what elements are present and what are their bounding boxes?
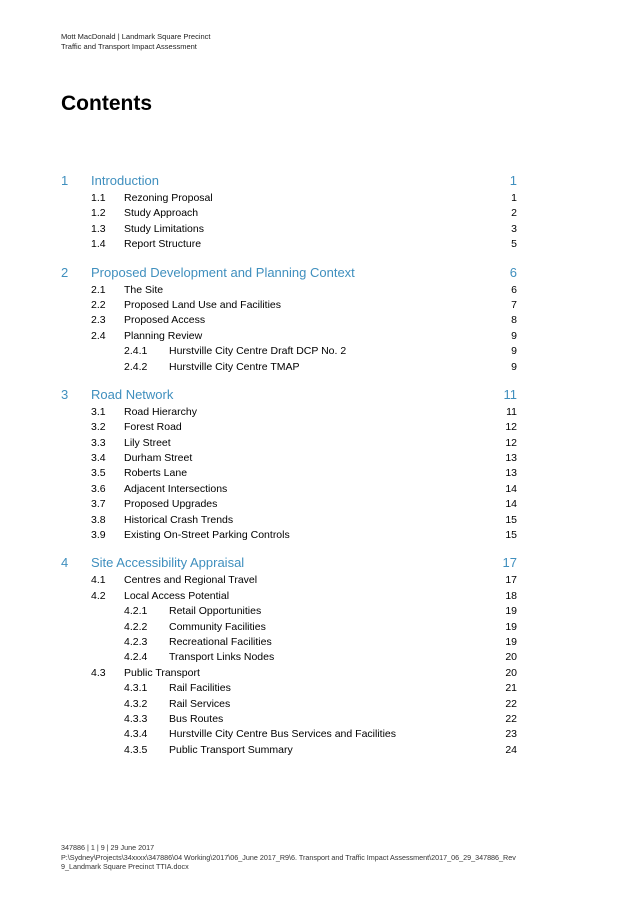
chapter-page: 11 [503,386,517,402]
section-page: 13 [505,467,517,480]
toc-section-entry[interactable] [61,405,517,420]
section-page: 23 [505,728,517,741]
section-page: 14 [505,482,517,495]
section-title: Rail Facilities [169,682,231,695]
toc-section-entry[interactable] [61,497,517,512]
toc-section-entry[interactable] [61,573,517,588]
section-number: 4.2.4 [124,651,148,664]
toc-section-entry[interactable] [61,298,517,313]
section-title: Road Hierarchy [124,405,197,418]
toc-section-entry[interactable] [61,237,517,252]
section-number: 3.9 [91,529,106,542]
toc-subsection-entry[interactable] [61,697,517,712]
footer-line-1: 347886 | 1 | 9 | 29 June 2017 [61,843,155,852]
section-number: 2.3 [91,314,106,327]
section-page: 24 [505,743,517,756]
toc-subsection-entry[interactable] [61,650,517,665]
toc-chapter-entry[interactable] [61,171,517,191]
section-title: Lily Street [124,436,171,449]
section-page: 18 [505,589,517,602]
section-page: 19 [505,635,517,648]
running-footer [61,843,541,872]
section-page: 8 [511,314,517,327]
chapter-page: 1 [509,173,517,188]
section-page: 14 [505,498,517,511]
header-line-2: Traffic and Transport Impact Assessment [61,42,197,51]
toc-subsection-entry[interactable] [61,681,517,696]
toc-section-entry[interactable] [61,283,517,298]
section-number: 2.4.1 [124,345,148,358]
section-number: 4.3.1 [124,682,148,695]
chapter-page: 17 [502,555,517,571]
chapter-title: Road Network [91,386,174,402]
toc-section-entry[interactable] [61,528,517,543]
section-number: 3.7 [91,498,106,511]
section-title: Bus Routes [169,712,224,725]
section-number: 2.2 [91,298,106,311]
section-number: 4.2 [91,589,106,602]
section-page: 22 [505,712,517,725]
chapter-page: 6 [509,264,517,280]
section-number: 4.3.3 [124,712,148,725]
section-title: Public Transport Summary [169,743,293,756]
section-title: Hurstville City Centre TMAP [169,360,300,373]
toc-subsection-entry[interactable] [61,620,517,635]
header-line-1: Mott MacDonald | Landmark Square Precinct [61,32,211,41]
section-title: Existing On-Street Parking Controls [124,529,290,542]
section-page: 20 [505,666,517,679]
section-title: Retail Opportunities [169,605,262,618]
toc-chapter-entry[interactable] [61,385,517,405]
section-page: 9 [511,345,517,358]
section-page: 19 [505,620,517,633]
section-title: Centres and Regional Travel [124,574,258,587]
section-number: 4.2.1 [124,605,148,618]
section-number: 3.1 [91,405,106,418]
chapter-number: 1 [61,173,69,188]
section-title: Study Approach [124,207,199,220]
section-page: 2 [511,207,517,220]
chapter-number: 3 [61,386,69,402]
section-page: 9 [511,360,517,373]
section-title: Proposed Land Use and Facilities [124,298,282,311]
section-number: 2.4 [91,329,106,342]
section-title: Report Structure [124,238,202,251]
section-page: 19 [505,605,517,618]
section-title: Historical Crash Trends [124,513,234,526]
toc-chapter-entry[interactable] [61,553,517,573]
toc-section-entry[interactable] [61,513,517,528]
section-page: 12 [505,421,517,434]
section-title: Hurstville City Centre Draft DCP No. 2 [169,345,347,358]
section-number: 3.3 [91,436,106,449]
toc-subsection-entry[interactable] [61,712,517,727]
toc-section-entry[interactable] [61,191,517,206]
section-number: 3.5 [91,467,106,480]
section-page: 13 [505,452,517,465]
section-number: 2.1 [91,283,106,296]
section-page: 5 [511,238,517,251]
section-number: 3.4 [91,452,106,465]
toc-section-entry[interactable] [61,466,517,481]
section-title: Recreational Facilities [169,635,272,648]
section-title: Planning Review [124,329,203,342]
toc-section-entry[interactable] [61,313,517,328]
section-title: Proposed Upgrades [124,498,218,511]
chapter-title: Introduction [91,173,159,188]
section-title: Community Facilities [169,620,266,633]
section-number: 4.2.3 [124,635,148,648]
section-number: 1.3 [91,222,106,235]
running-header [61,32,211,52]
section-number: 4.3.2 [124,697,148,710]
section-title: Transport Links Nodes [169,651,275,664]
footer-file-path: P:\Sydney\Projects\34xxxx\347886\04 Working\2017\06_June 2017_R9\6. Transport and Traffic Impact Assessment\2017_06_29_347886_Rev 9_Landmark Square Precinct TTIA.docx [61,852,516,871]
toc-subsection-entry[interactable] [61,604,517,619]
section-title: Rail Services [169,697,231,710]
section-page: 15 [505,513,517,526]
toc-subsection-entry[interactable] [61,727,517,742]
toc-section-entry[interactable] [61,222,517,237]
section-page: 1 [511,192,517,204]
section-title: Forest Road [124,421,182,434]
toc-subsection-entry[interactable] [61,344,517,359]
section-page: 12 [505,436,517,449]
section-title: Hurstville City Centre Bus Services and Facilities [169,728,396,741]
section-number: 3.6 [91,482,106,495]
section-number: 4.3.4 [124,728,148,741]
toc-section-entry[interactable] [61,589,517,604]
section-number: 4.3 [91,666,106,679]
section-number: 1.4 [91,238,106,251]
section-title: Roberts Lane [124,467,188,480]
section-title: Adjacent Intersections [124,482,228,495]
toc-section-entry[interactable] [61,329,517,344]
section-page: 20 [505,651,517,664]
section-page: 6 [511,283,517,296]
section-number: 2.4.2 [124,360,148,373]
page-title: Contents [61,92,152,115]
section-title: Study Limitations [124,222,204,235]
section-page: 17 [505,574,517,587]
toc-subsection-entry[interactable] [61,360,517,375]
section-title: The Site [124,283,164,296]
section-page: 7 [511,298,517,311]
chapter-number: 4 [61,555,69,571]
section-title: Public Transport [124,666,200,679]
section-page: 21 [505,682,517,695]
section-page: 11 [506,405,517,418]
table-of-contents [61,171,517,768]
section-title: Rezoning Proposal [124,192,213,204]
toc-subsection-entry[interactable] [61,635,517,650]
section-number: 1.2 [91,207,106,220]
section-page: 15 [505,529,517,542]
toc-chapter-entry[interactable] [61,263,517,283]
section-page: 9 [511,329,517,342]
section-number: 3.2 [91,421,106,434]
section-title: Proposed Access [124,314,206,327]
section-number: 4.1 [91,574,106,587]
toc-section-entry[interactable] [61,482,517,497]
section-page: 3 [511,222,517,235]
section-number: 3.8 [91,513,106,526]
section-title: Local Access Potential [124,589,230,602]
toc-section-entry[interactable] [61,420,517,435]
section-number: 4.2.2 [124,620,148,633]
section-number: 4.3.5 [124,743,148,756]
chapter-title: Proposed Development and Planning Context [91,264,355,280]
toc-section-entry[interactable] [61,451,517,466]
section-title: Durham Street [124,452,193,465]
toc-subsection-entry[interactable] [61,743,517,758]
section-page: 22 [505,697,517,710]
chapter-title: Site Accessibility Appraisal [91,555,245,571]
toc-section-entry[interactable] [61,206,517,221]
toc-section-entry[interactable] [61,436,517,451]
section-number: 1.1 [91,192,106,204]
toc-section-entry[interactable] [61,666,517,681]
chapter-number: 2 [61,264,69,280]
